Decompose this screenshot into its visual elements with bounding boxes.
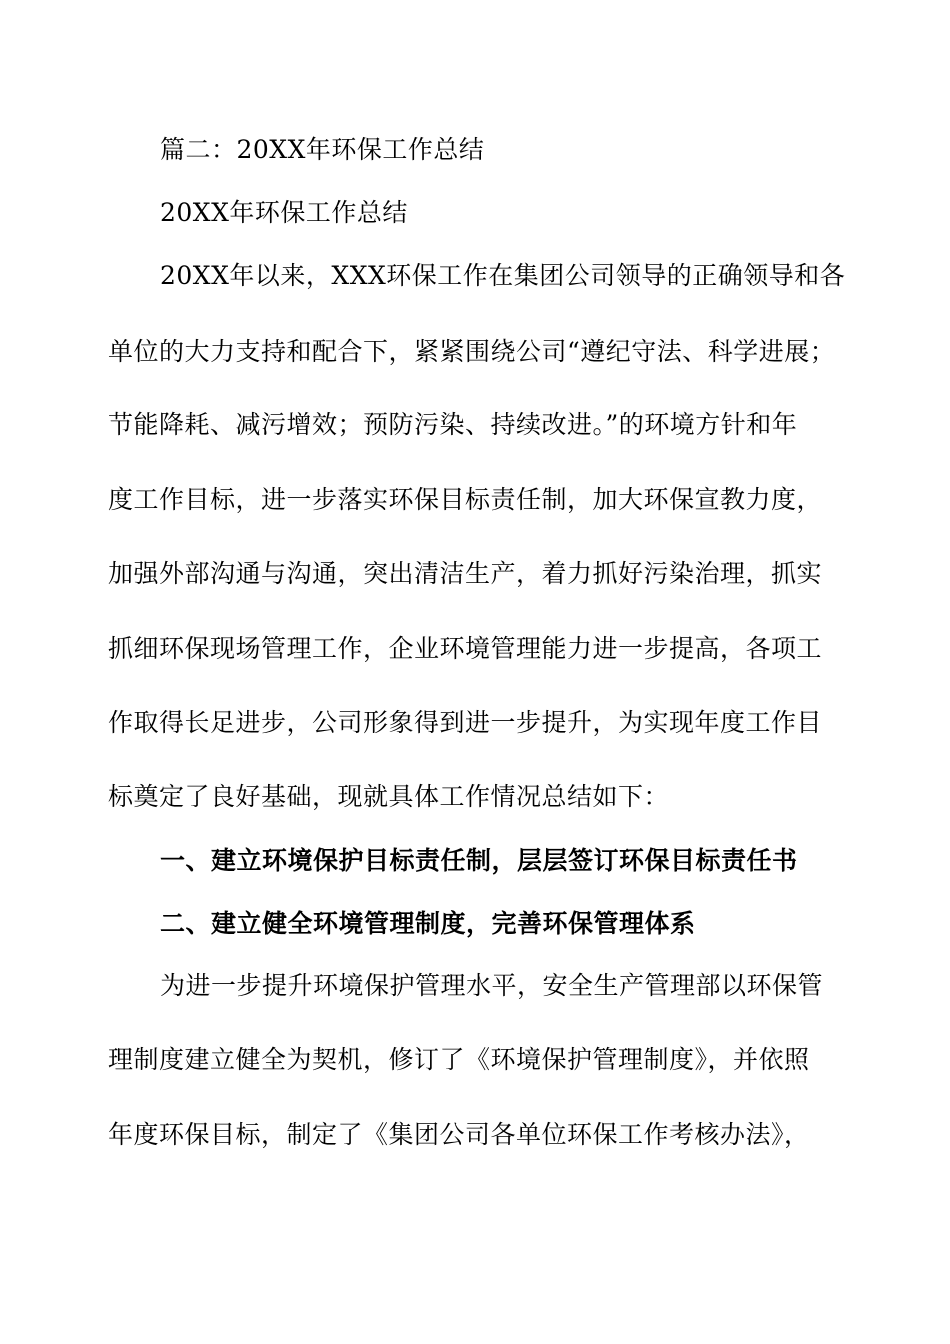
paragraph-line: 为进一步提升环境保护管理水平，安全生产管理部以环保管 (160, 971, 824, 1000)
paragraph-line: 理制度建立健全为契机，修订了《环境保护管理制度》，并依照 (108, 1045, 810, 1074)
paragraph-line: 节能降耗、减污增效；预防污染、持续改进。”的环境方针和年 (108, 410, 798, 439)
section-heading-1: 一、建立环境保护目标责任制，层层签订环保目标责任书 (160, 846, 798, 875)
paragraph-line: 作取得长足进步，公司形象得到进一步提升，为实现年度工作目 (108, 708, 823, 737)
paragraph-line: 加强外部沟通与沟通，突出清洁生产，着力抓好污染治理，抓实 (108, 559, 823, 588)
paragraph-line: 年度环保目标，制定了《集团公司各单位环保工作考核办法》， (108, 1120, 810, 1149)
paragraph-line: 度工作目标，进一步落实环保目标责任制，加大环保宣教力度， (108, 485, 823, 514)
paragraph-line: 单位的大力支持和配合下，紧紧围绕公司“遵纪守法、科学进展； (108, 337, 836, 366)
paragraph-line: 20XX年以来，XXX环保工作在集团公司领导的正确领导和各 (160, 261, 846, 290)
paragraph-line: 抓细环保现场管理工作，企业环境管理能力进一步提高，各项工 (108, 634, 823, 663)
paragraph-line: 标奠定了良好基础，现就具体工作情况总结如下： (108, 782, 670, 811)
document-part-heading: 篇二：20XX年环保工作总结 (160, 135, 485, 164)
section-heading-2: 二、建立健全环境管理制度，完善环保管理体系 (160, 909, 696, 938)
document-title: 20XX年环保工作总结 (160, 198, 408, 227)
